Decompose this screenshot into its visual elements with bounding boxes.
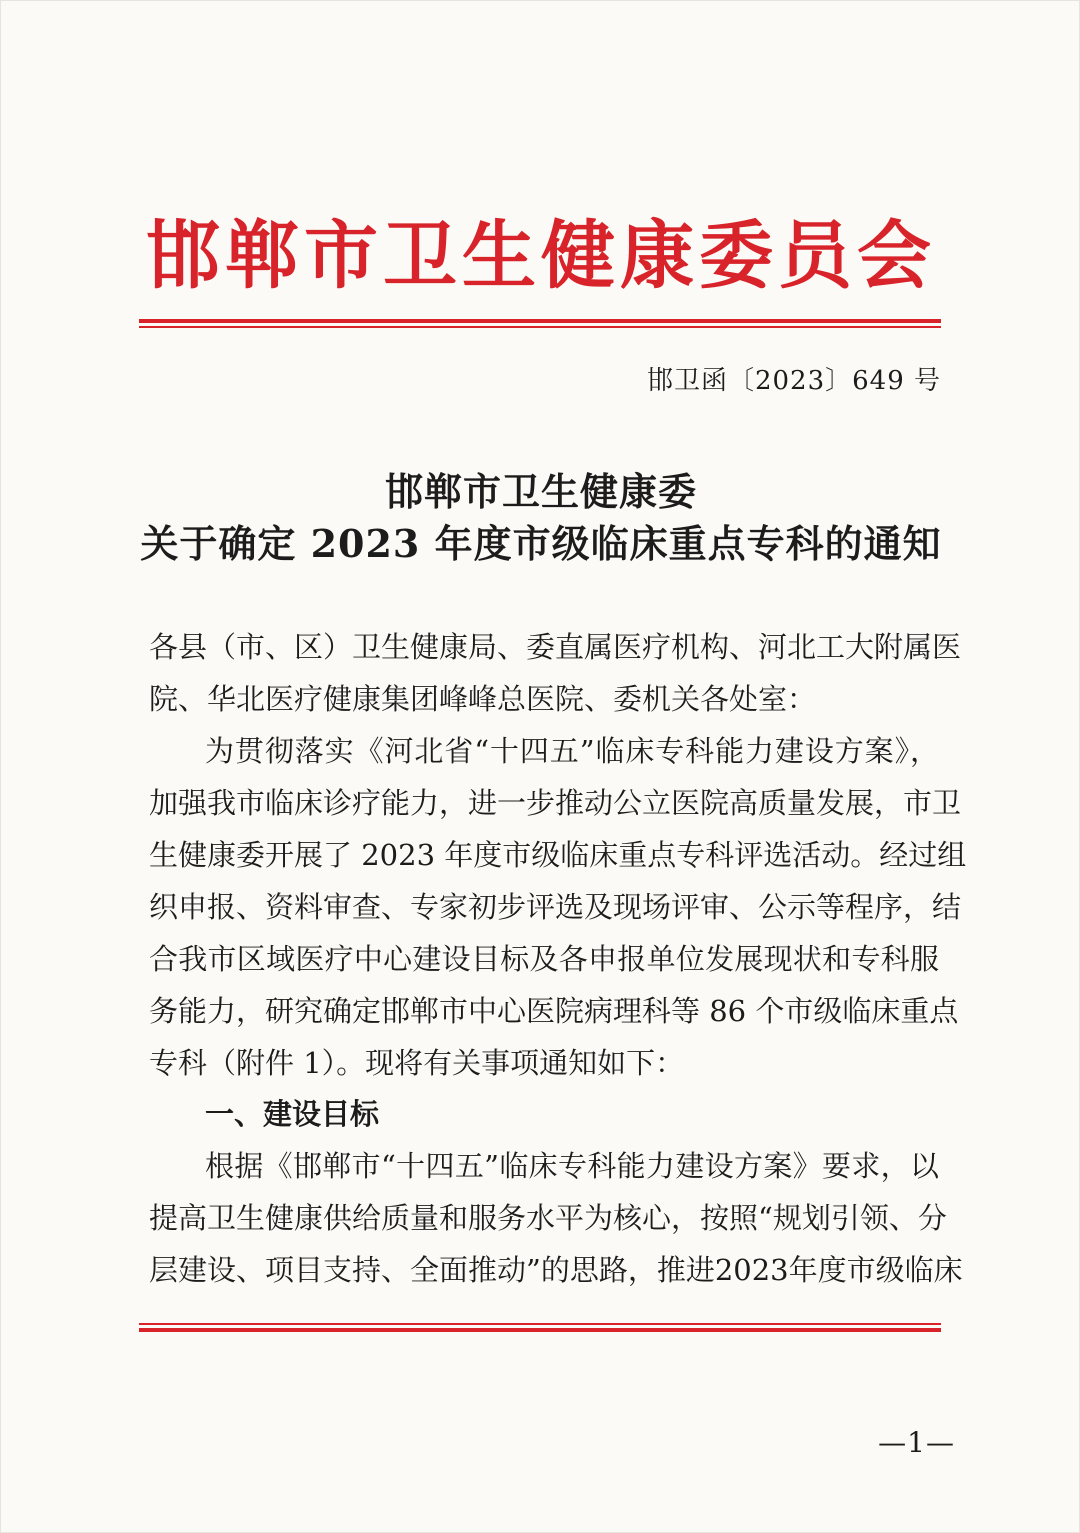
recipients-line: 各县（市、区）卫生健康局、委直属医疗机构、河北工大附属医 (149, 630, 962, 664)
document-number: 邯卫函〔2023〕649 号 (646, 366, 941, 396)
paragraph-line: 务能力，研究确定邯郸市中心医院病理科等 86 个市级临床重点 (149, 994, 959, 1028)
paragraph-line: 根据《邯郸市“十四五”临床专科能力建设方案》要求，以 (205, 1149, 939, 1183)
section-heading: 一、建设目标 (205, 1097, 380, 1131)
paragraph-line: 层建设、项目支持、全面推动”的思路，推进2023年度市级临床 (149, 1253, 963, 1287)
paragraph-line: 加强我市临床诊疗能力，进一步推动公立医院高质量发展，市卫 (149, 786, 962, 820)
paragraph-line: 专科（附件 1）。现将有关事项通知如下： (149, 1046, 685, 1080)
letterhead-organization: 邯郸市卫生健康委员会 (146, 213, 936, 299)
letterhead-red-rule (139, 319, 941, 328)
document-title-line-1: 邯郸市卫生健康委 (384, 469, 697, 514)
paragraph-line: 为贯彻落实《河北省“十四五”临床专科能力建设方案》， (205, 734, 939, 768)
paragraph-line: 合我市区域医疗中心建设目标及各申报单位发展现状和专科服 (149, 942, 939, 976)
paragraph-line: 织申报、资料审查、专家初步评选及现场评审、公示等程序，结 (149, 890, 962, 924)
page-number: —1— (878, 1426, 955, 1459)
paragraph-line: 提高卫生健康供给质量和服务水平为核心，按照“规划引领、分 (149, 1201, 947, 1235)
document-title-line-2: 关于确定 2023 年度市级临床重点专科的通知 (140, 521, 942, 566)
footer-red-rule (139, 1323, 941, 1332)
paragraph-line: 生健康委开展了 2023 年度市级临床重点专科评选活动。经过组 (149, 838, 967, 872)
recipients-line: 院、华北医疗健康集团峰峰总医院、委机关各处室： (149, 682, 817, 716)
